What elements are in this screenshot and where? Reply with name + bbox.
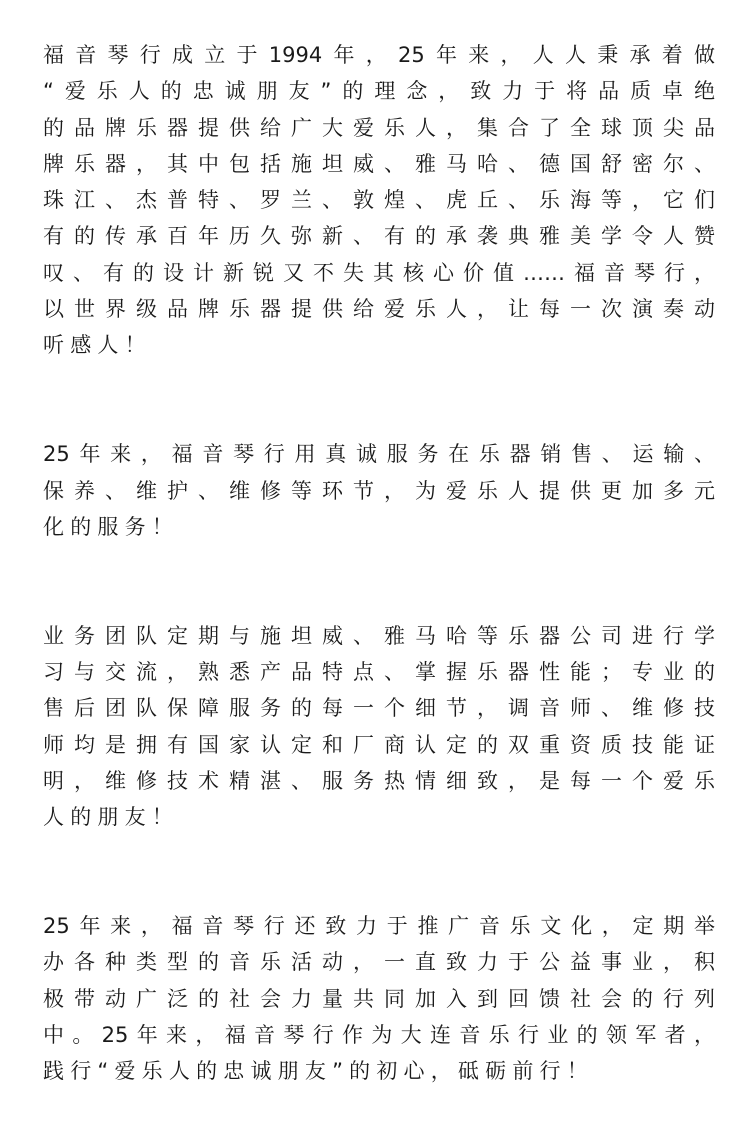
text-line: 珠江、杰普特、罗兰、敦煌、虎丘、乐海等，它们 — [43, 188, 715, 213]
paragraph-gap — [43, 836, 715, 909]
text-line: 牌乐器，其中包括施坦威、雅马哈、德国舒密尔、 — [43, 151, 715, 176]
text-line: 保养、维护、维修等环节，为爱乐人提供更加多元 — [43, 478, 715, 503]
text-line: 有的传承百年历久弥新、有的承袭典雅美学令人赞 — [43, 224, 715, 249]
text-line: 售后团队保障服务的每一个细节，调音师、维修技 — [43, 696, 715, 721]
text-line: “爱乐人的忠诚朋友”的理念，致力于将品质卓绝 — [43, 79, 715, 104]
text-line: 师均是拥有国家认定和厂商认定的双重资质技能证 — [43, 732, 715, 757]
text-line: 办各种类型的音乐活动，一直致力于公益事业，积 — [43, 950, 715, 975]
text-line: 福音琴行成立于1994年，25年来，人人秉承着做 — [43, 43, 715, 67]
text-line: 人的朋友！ — [43, 805, 179, 830]
text-line: 叹、有的设计新锐又不失其核心价值……福音琴行， — [43, 260, 715, 285]
text-line: 25年来，福音琴行还致力于推广音乐文化，定期举 — [43, 914, 715, 939]
text-line: 明，维修技术精湛、服务热情细致，是每一个爱乐 — [43, 768, 715, 793]
text-line: 业务团队定期与施坦威、雅马哈等乐器公司进行学 — [43, 623, 715, 648]
text-line: 的品牌乐器提供给广大爱乐人，集合了全球顶尖品 — [43, 115, 715, 140]
paragraph-culture — [43, 908, 715, 1089]
paragraph-gap — [43, 545, 715, 618]
paragraph-history — [43, 37, 715, 364]
text-line: 听感人！ — [43, 333, 152, 358]
paragraph-gap — [43, 364, 715, 437]
text-line: 中。25年来，福音琴行作为大连音乐行业的领军者， — [43, 1023, 715, 1048]
text-line: 践行“爱乐人的忠诚朋友”的初心，砥砺前行！ — [43, 1059, 594, 1084]
text-line: 习与交流，熟悉产品特点、掌握乐器性能；专业的 — [43, 660, 715, 685]
text-line: 化的服务！ — [43, 514, 179, 539]
text-line: 极带动广泛的社会力量共同加入到回馈社会的行列 — [43, 986, 715, 1011]
paragraph-service — [43, 436, 715, 545]
text-line: 25年来，福音琴行用真诚服务在乐器销售、运输、 — [43, 442, 715, 467]
article-body — [43, 37, 715, 1090]
text-line: 以世界级品牌乐器提供给爱乐人，让每一次演奏动 — [43, 297, 715, 322]
paragraph-team — [43, 618, 715, 836]
